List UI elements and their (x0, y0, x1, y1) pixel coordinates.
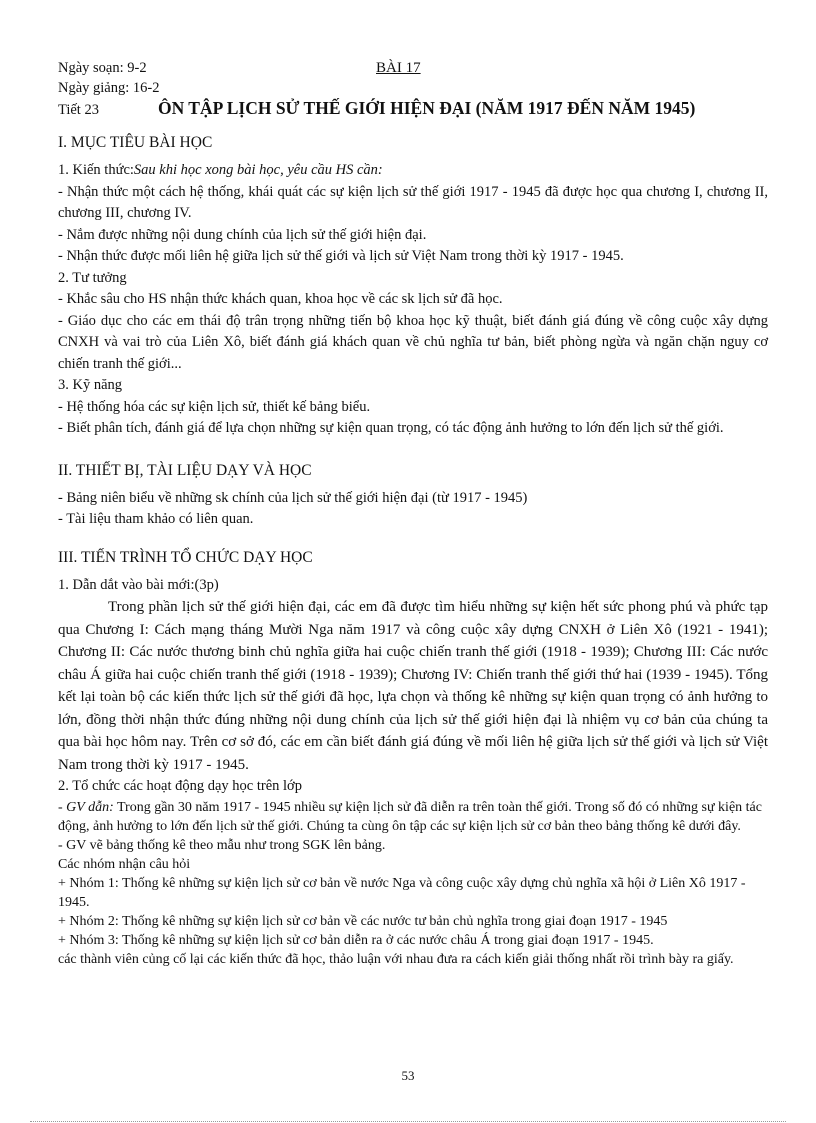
skills-item: - Hệ thống hóa các sự kiện lịch sử, thiết kế bảng biểu. (58, 398, 371, 415)
knowledge-label: 1. Kiến thức: (58, 162, 134, 178)
page-number: 53 (401, 1068, 415, 1083)
attitude-item: - Giáo dục cho các em thái độ trân trọng những tiến bộ khoa học kỹ thuật, biết đánh giá đúng về công cuộc xây dựng CNXH và vai trò của Liên Xô, biết đánh giá khách quan về chủ nghĩa tư bản, biết phòng ngừa và ngăn chặn nguy cơ chiến tranh thế giới... (58, 312, 768, 372)
prep-date: Ngày soạn: 9-2 (58, 60, 147, 76)
materials-item: - Bảng niên biểu về những sk chính của lịch sử thế giới hiện đại (từ 1917 - 1945) (58, 489, 528, 506)
skills-label: 3. Kỹ năng (58, 377, 123, 393)
lesson-header (58, 58, 768, 126)
intro-label: 1. Dẫn dắt vào bài mới:(3p) (58, 576, 219, 593)
knowledge-label-line (58, 160, 768, 182)
activity-item: - GV vẽ bảng thống kê theo mẫu như trong SGK lên bảng. (58, 837, 386, 853)
document-page (58, 58, 768, 969)
section-heading-materials: II. THIẾT BỊ, TÀI LIỆU DẠY VÀ HỌC (58, 461, 312, 479)
knowledge-item: - Nhận thức một cách hệ thống, khái quát các sự kiện lịch sử thế giới 1917 - 1945 đã được học qua chương I, chương II, chương III, chương IV. (58, 183, 768, 221)
teacher-intro-text: Trong gần 30 năm 1917 - 1945 nhiều sự kiện lịch sử đã diễn ra trên toàn thế giới. Trong số đó có những sự kiện tác động, ảnh hưởng to lớn đến lịch sử thế giới. Chúng ta cùng ôn tập các sự kiện lịch sử cơ bản theo bảng thống kê dưới đây. (58, 799, 762, 834)
activity-item: Các nhóm nhận câu hỏi (58, 856, 191, 872)
page-bottom-divider (30, 1121, 786, 1122)
teacher-intro-label: - GV dẫn: (58, 799, 114, 815)
teacher-intro (58, 798, 768, 836)
period-number: Tiết 23 (58, 102, 99, 118)
activity-item: + Nhóm 1: Thống kê những sự kiện lịch sử cơ bản về nước Nga và công cuộc xây dựng chủ nghĩa xã hội ở Liên Xô 1917 - 1945. (58, 875, 746, 910)
attitude-label: 2. Tư tưởng (58, 269, 127, 286)
intro-paragraph: Trong phần lịch sử thế giới hiện đại, các em đã được tìm hiểu những sự kiện hết sức phong phú và phức tạp qua Chương I: Cách mạng tháng Mười Nga năm 1917 và công cuộc xây dựng CNXH ở Liên Xô (1921 - 1941); Chương II: Các nước thương binh chủ nghĩa giữa hai cuộc chiến tranh thế giới (1918 - 1939); Chương III: Các nước châu Á giữa hai cuộc chiến tranh thế giới (1918 - 1939); Chương IV: Chiến tranh thế giới thứ hai (1939 - 1945). Tổng kết lại toàn bộ các kiến thức lịch sử thế giới đã học, lựa chọn và thống kê những sự kiện quan trọng có ảnh hưởng to lớn, đồng thời nhận thức đúng những nội dung chính của lịch sử thế giới hiện đại là nhiệm vụ cơ bản của chúng ta qua bài học hôm nay. Trên cơ sở đó, các em cần biết đánh giá đúng về mối liên hệ giữa lịch sử thế giới và lịch sử Việt Nam trong thời kỳ 1917 - 1945. (58, 599, 768, 773)
activity-item: + Nhóm 2: Thống kê những sự kiện lịch sử cơ bản về các nước tư bản chủ nghĩa trong giai đoạn 1917 - 1945 (58, 913, 668, 929)
lesson-title: ÔN TẬP LỊCH SỬ THẾ GIỚI HIỆN ĐẠI (NĂM 1917 ĐẾN NĂM 1945) (158, 98, 696, 118)
skills-item: - Biết phân tích, đánh giá để lựa chọn những sự kiện quan trọng, có tác động ảnh hưởng to lớn đến lịch sử thế giới. (58, 420, 724, 436)
section-heading-objectives: I. MỤC TIÊU BÀI HỌC (58, 134, 213, 151)
knowledge-item: - Nhận thức được mối liên hệ giữa lịch sử thế giới và lịch sử Việt Nam trong thời kỳ 1917 - 1945. (58, 248, 624, 264)
activity-item: các thành viên củng cố lại các kiến thức đã học, thảo luận với nhau đưa ra cách kiến giải thống nhất rồi trình bày ra giấy. (58, 951, 734, 967)
knowledge-intro: Sau khi học xong bài học, yêu cầu HS cần: (133, 162, 383, 178)
activity-item: + Nhóm 3: Thống kê những sự kiện lịch sử cơ bản diễn ra ở các nước châu Á trong giai đoạn 1917 - 1945. (58, 932, 654, 948)
teach-date: Ngày giảng: 16-2 (58, 80, 160, 96)
knowledge-item: - Nắm được những nội dung chính của lịch sử thế giới hiện đại. (58, 226, 427, 243)
section-heading-procedure: III. TIẾN TRÌNH TỔ CHỨC DẠY HỌC (58, 548, 313, 566)
activities-label: 2. Tổ chức các hoạt động dạy học trên lớp (58, 778, 302, 794)
attitude-item: - Khắc sâu cho HS nhận thức khách quan, khoa học về các sk lịch sử đã học. (58, 291, 503, 307)
materials-item: - Tài liệu tham khảo có liên quan. (58, 511, 254, 527)
lesson-number: BÀI 17 (376, 60, 421, 76)
